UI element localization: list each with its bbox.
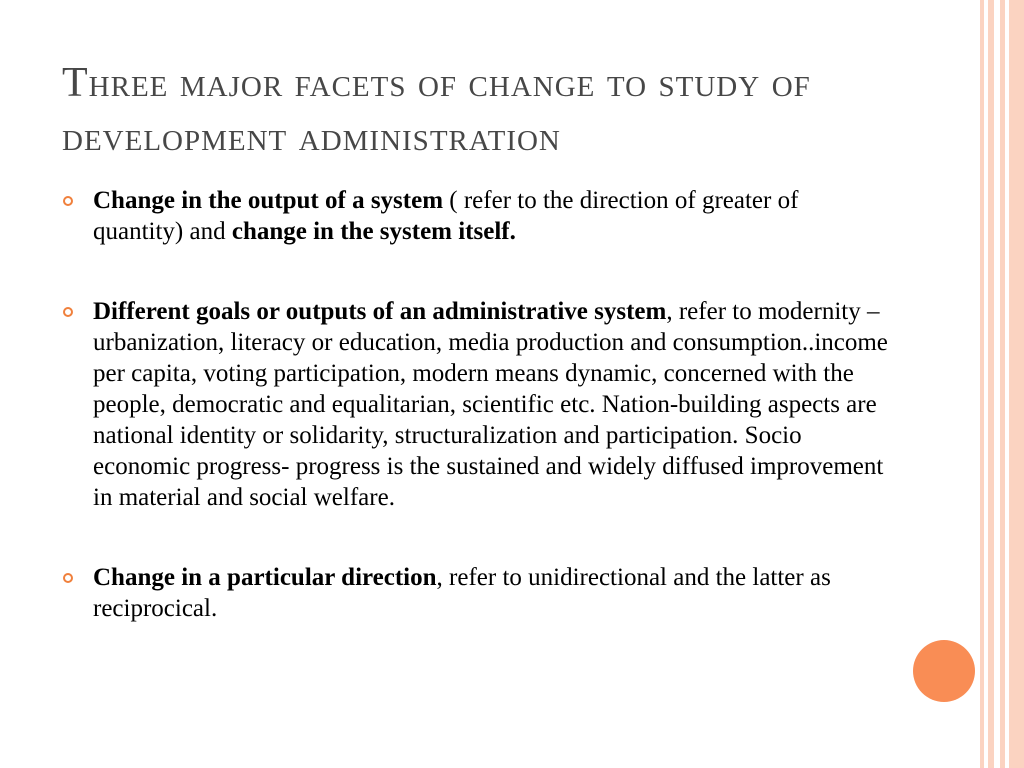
bullet-icon — [63, 573, 73, 583]
bullet-item-output-change — [62, 185, 892, 247]
bullet-list — [62, 185, 892, 624]
decorative-orange-circle — [913, 640, 975, 702]
bullet-bold-text: Different goals or outputs of an administrative system — [93, 298, 667, 325]
decorative-stripe — [980, 0, 984, 768]
bullet-item-direction-change — [62, 562, 892, 624]
decorative-stripe — [1009, 0, 1024, 768]
bullet-text: , refer to modernity – urbanization, literacy or education, media production and consumption..income per capita, voting participation, modern means dynamic, concerned with the people, democratic and equalitarian, scientific etc. Nation-building aspects are national identity or solidarity, structuralization and participation. Socio economic progress- progress is the sustained and widely diffused improvement in material and social welfare. — [93, 298, 888, 511]
bullet-text: , refer to unidirectional and the latter as reciprocical. — [93, 564, 831, 622]
bullet-text: ( refer to the direction of greater of quantity) and — [93, 187, 799, 245]
bullet-bold-text: Change in the output of a system — [93, 187, 444, 214]
bullet-icon — [63, 307, 73, 317]
decorative-stripe — [988, 0, 994, 768]
bullet-item-goals-outputs — [62, 296, 892, 513]
bullet-bold-text: change in the system itself. — [231, 218, 516, 245]
bullet-bold-text: Change in a particular direction — [93, 564, 437, 591]
bullet-icon — [63, 196, 73, 206]
slide-title: Three major facets of change to study of development administration — [62, 60, 811, 160]
decorative-stripe — [1000, 0, 1005, 768]
